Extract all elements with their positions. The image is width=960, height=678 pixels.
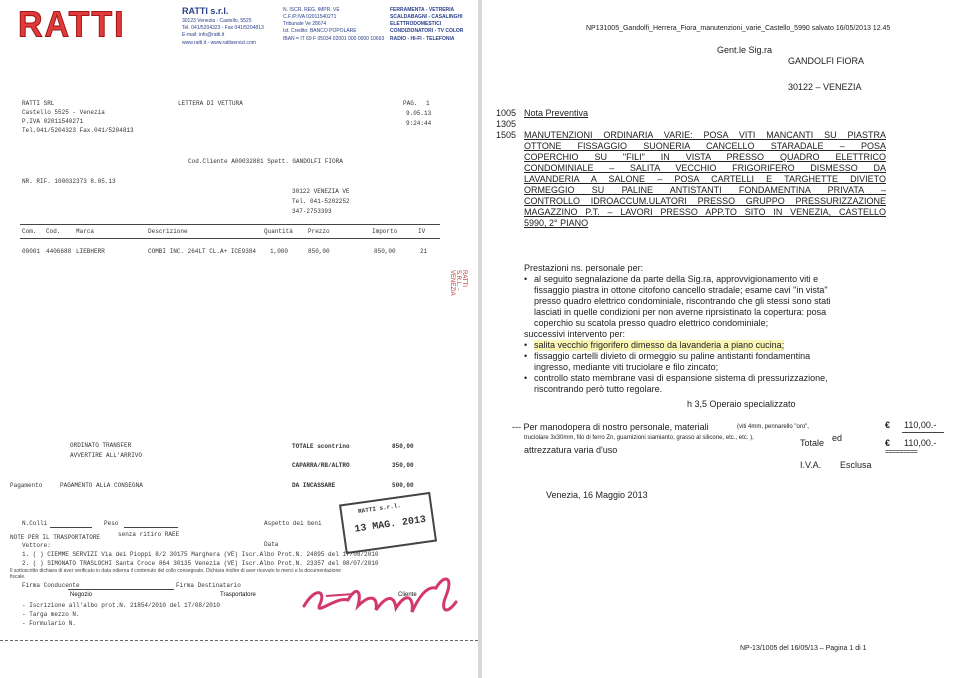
total-label: TOTALE scontrino (292, 443, 350, 450)
material-note-2: truciolare 3x30mm, filo di ferro Zn, guarnizioni siamianto, grasso al silicone, etc., etc. ), (524, 435, 754, 441)
to-collect-label: DA INCASSARE (292, 482, 336, 489)
total-label: Totale (800, 438, 825, 448)
stamp-company: RATTI s.r.l. (357, 502, 402, 516)
cell-cod: 4406688 (46, 248, 72, 255)
bullet-icon: • (524, 373, 528, 383)
company-vat: C.F./P.IVA 02011540271 (283, 14, 337, 20)
bottom-line-2: - Targa mezzo N. (22, 611, 80, 618)
bullet-text: al seguito segnalazione da parte della Sig.ra, approvvigionamento viti e (534, 274, 819, 284)
colli-label: N.Colli (22, 520, 48, 527)
payment-value: PAGAMENTO ALLA CONSEGNA (60, 482, 143, 489)
company-iban: IBAN = IT 69 F 05034 02001 000 0000 10693 (283, 36, 385, 42)
column-header-cod: Cod. (46, 228, 61, 235)
page-label: PAG. (403, 100, 418, 107)
cell-descrizione: COMBI INC. 264LT CL.A+ ICE9384 (148, 248, 257, 255)
object-line: LAVANDERIA A SALONE – POSA CARTELLI E TARGHETTE DIVIETO (524, 174, 886, 184)
column-header-marca: Marca (76, 228, 95, 235)
addressee-name: GANDOLFI FIORA (788, 56, 865, 66)
bullet-text: presso quadro elettrico condominiale, riscontrando che gli stessi sono stati (534, 296, 831, 306)
order-reference: NR. RIF. 100032373 8.05.13 (22, 178, 116, 185)
bullet-text: controllo stato membrane vasi di espansione sistema di pressurizzazione, (534, 373, 828, 383)
role-client: Cliente (398, 592, 417, 598)
service-1: FERRAMENTA - VETRERIA (390, 7, 455, 13)
service-3: ELETTRODOMESTICI (390, 21, 442, 27)
cell-iv: 21 (420, 248, 428, 255)
company-address: 30123 Venezia - Castello, 5525 (182, 18, 252, 24)
code-1505: 1505 (496, 130, 517, 140)
company-web: www.ratti.it - www.rattiservizi.com (182, 40, 256, 46)
material-note: (viti 4mm, pennarello "oro", (737, 424, 809, 430)
bullet-text: fissaggio cartelli divieto di ormeggio su paline antistanti fondamentina (534, 351, 811, 361)
cell-com: 00001 (22, 248, 41, 255)
side-vertical-text: RATTI S.R.L. - VENEZIA (449, 270, 467, 296)
cell-quantita: 1,000 (270, 248, 289, 255)
sender-line-4: Tel.041/5204323 Fax.041/5204813 (22, 127, 134, 134)
stamp-date: 13 MAG. 2013 (353, 514, 427, 536)
total-currency: € (885, 438, 891, 448)
service-5: RADIO - HI-FI - TELEFONIA (390, 36, 455, 42)
column-header-com: Com. (22, 228, 37, 235)
amount-value: 110,00.- (904, 420, 937, 430)
role-carrier: Trasportatore (220, 592, 256, 598)
carrier-label: Vettore: (22, 542, 51, 549)
addressee-city: 30122 – VENEZIA (788, 82, 862, 92)
received-stamp (339, 492, 437, 554)
object-line: COPERCHIO SU "FILI" IN VISTA PRESSO QUADRO ELETTRICO (524, 152, 886, 162)
delivery-note-page (0, 0, 478, 678)
sender-line-2: Castello 5525 - Venezia (22, 109, 105, 116)
vat-label: I.V.A. (800, 460, 822, 470)
bullet-text: ingresso, mediante viti truciolare e filo zincato; (534, 362, 719, 372)
code-1005: 1005 (496, 108, 517, 118)
code-1305: 1305 (496, 119, 517, 129)
company-bank: Ist. Credito: BANCO POPOLARE (283, 28, 357, 34)
bullet-text: salita vecchio frigorifero dimesso da lavanderia a piano cucina; (534, 340, 785, 350)
recipient-line-3: 347-2753393 (292, 208, 332, 215)
total-underline: ========= (885, 449, 918, 456)
object-line: 5990, 2° PIANO (524, 218, 589, 228)
bullet-text: riscontrando però tutto regolare. (534, 384, 663, 394)
hours-line: h 3,5 Operaio specializzato (687, 399, 796, 409)
object-line: OTTONE FISSAGGIO SUONERIA CANCELLO STARADALE – POSA (524, 141, 886, 151)
object-line: ORMEGGIO SU PALINE ANTISTANTI FONDAMENTINA PRIVATA – (524, 185, 886, 195)
object-line: MANUTENZIONI ORDINARIA VARIE: POSA VITI MANCANTI SU PIASTRA (524, 130, 886, 140)
carrier-1: 1. ( ) CIEMME SERVIZI Via dei Pioppi 8/2 30175 Marghera (VE) Iscr.Albo Prot.N. 24895 del 17/08/2010 (22, 551, 379, 558)
amount-currency: € (885, 420, 891, 430)
driver-signature-label: Firma Conducente (22, 582, 80, 589)
document-date: 9.05.13 (406, 110, 432, 117)
cell-prezzo: 850,00 (308, 248, 330, 255)
peso-label: Peso (104, 520, 119, 527)
carrier-2: 2. ( ) SIMONATO TRASLOCHI Santa Croce 864 30135 Venezia (VE) Iscr.Albo Prot.N. 23357 del 08/07/2010 (22, 560, 379, 567)
object-line: CONDOMINIALE – SALITA VECCHIO FRIGORIFERO DISMESSO DA (524, 163, 886, 173)
company-reg: N. ISCR. REG. IMPR. VE (283, 7, 340, 13)
bottom-line-1: - Iscrizione all'albo prot.N. 21854/2010 del 17/08/2010 (22, 602, 221, 609)
total-value: 110,00.- (904, 438, 937, 448)
sender-line-3: P.IVA 02011540271 (22, 118, 84, 125)
page-number: 1 (426, 100, 430, 107)
material-line-1: --- Per manodopera di nostro personale, materiali (512, 422, 709, 432)
role-shop: Negozio (70, 592, 93, 598)
bullet-text: coperchio su scatola presso quadro elettrico condominiale; (534, 318, 769, 328)
column-header-descrizione: Descrizione (148, 228, 188, 235)
recipient-signature-label: Firma Destinatario (176, 582, 241, 589)
column-header-iv: IV (418, 228, 426, 235)
company-email: E-mail: info@ratti.it (182, 32, 225, 38)
object-line: CONTROLLO IDROACCUM.ULATORI PRESSO GRUPPO PRESSURIZZAZIONE (524, 196, 886, 206)
bottom-line-3: - Formulario N. (22, 620, 77, 627)
column-header-quantita: Quantità (264, 228, 293, 235)
aspetto-label: Aspetto dei beni (264, 520, 322, 527)
client-signature-icon (296, 566, 476, 626)
deposit-label: CAPARRA/RB/ALTRO (292, 462, 350, 469)
quote-page (482, 0, 960, 678)
column-header-prezzo: Prezzo (308, 228, 330, 235)
note-2: AVVERTIRE ALL'ARRIVO (70, 452, 143, 459)
place-date: Venezia, 16 Maggio 2013 (546, 490, 648, 500)
recipient-line-1: 30122 VENEZIA VE (292, 188, 350, 195)
salutation: Gent.le Sig.ra (717, 45, 773, 55)
pickup-note: senza ritiro RAEE (118, 531, 180, 538)
vat-value: Esclusa (840, 460, 872, 470)
column-header-importo: Importo (372, 228, 398, 235)
bullet-text: fissaggio piastra in ottone citofono cancello stradale; esame cavi "in vista" (534, 285, 828, 295)
sender-line-1: RATTI SRL (22, 100, 55, 107)
payment-label: Pagamento (10, 482, 43, 489)
fine-print: Il sottoscritto dichiara di aver verificato in data odierna il contenuto del collo consegnato. Dichiara inoltre di aver ricevuto le merci e la documentazione fiscale. (10, 568, 342, 580)
subject: Nota Preventiva (524, 108, 589, 118)
page-footer: NP-13/1005 del 16/05/13 – Pagina 1 di 1 (740, 645, 867, 652)
client-line: Cod.Cliente A00032881 Spett. GANDOLFI FIORA (188, 158, 343, 165)
bullet-icon: • (524, 340, 528, 350)
service-2: SCALDABAGNI - CASALINGHI (390, 14, 463, 20)
bullet-text: lasciati in quelle condizioni per non averne riprsistinato la copertura: posa (534, 307, 827, 317)
company-tel: Tel. 041/5204323 - Fax 041/5204813 (182, 25, 264, 31)
carrier-notes-title: NOTE PER IL TRASPORTATORE (10, 534, 101, 541)
services-intro: Prestazioni ns. personale per: (524, 263, 644, 273)
document-title: LETTERA DI VETTURA (178, 100, 243, 107)
deposit-value: 350,00 (392, 462, 414, 469)
document-time: 9:24:44 (406, 120, 432, 127)
cell-importo: 850,00 (374, 248, 396, 255)
material-line-3: attrezzatura varia d'uso (524, 445, 618, 455)
file-reference: NP131005_Gandolfi_Herrera_Fiora_manutenzioni_varie_Castello_5990 salvato 16/05/2013 12.45 (586, 25, 891, 32)
material-ed: ed (832, 433, 843, 443)
ratti-logo: RATTI (18, 5, 126, 45)
bullet-icon: • (524, 351, 528, 361)
recipient-line-2: Tel. 041-5202252 (292, 198, 350, 205)
data-label: Data (264, 541, 279, 548)
total-value: 850,00 (392, 443, 414, 450)
company-court: Tribunale Ve 28674 (283, 21, 327, 27)
service-4: CONDIZIONATORI - TV COLOR (390, 28, 464, 34)
subsequent-label: successivi intervento per: (524, 329, 626, 339)
object-line: MAGAZZINO P.T. – LAVORI PRESSO APP.TO SITO IN VENEZIA, CASTELLO (524, 207, 886, 217)
bullet-icon: • (524, 274, 528, 284)
cell-marca: LIEBHERR (76, 248, 105, 255)
to-collect-value: 500,00 (392, 482, 414, 489)
note-1: ORDINATO TRANSFER (70, 442, 132, 449)
company-name: RATTI s.r.l. (182, 6, 229, 16)
